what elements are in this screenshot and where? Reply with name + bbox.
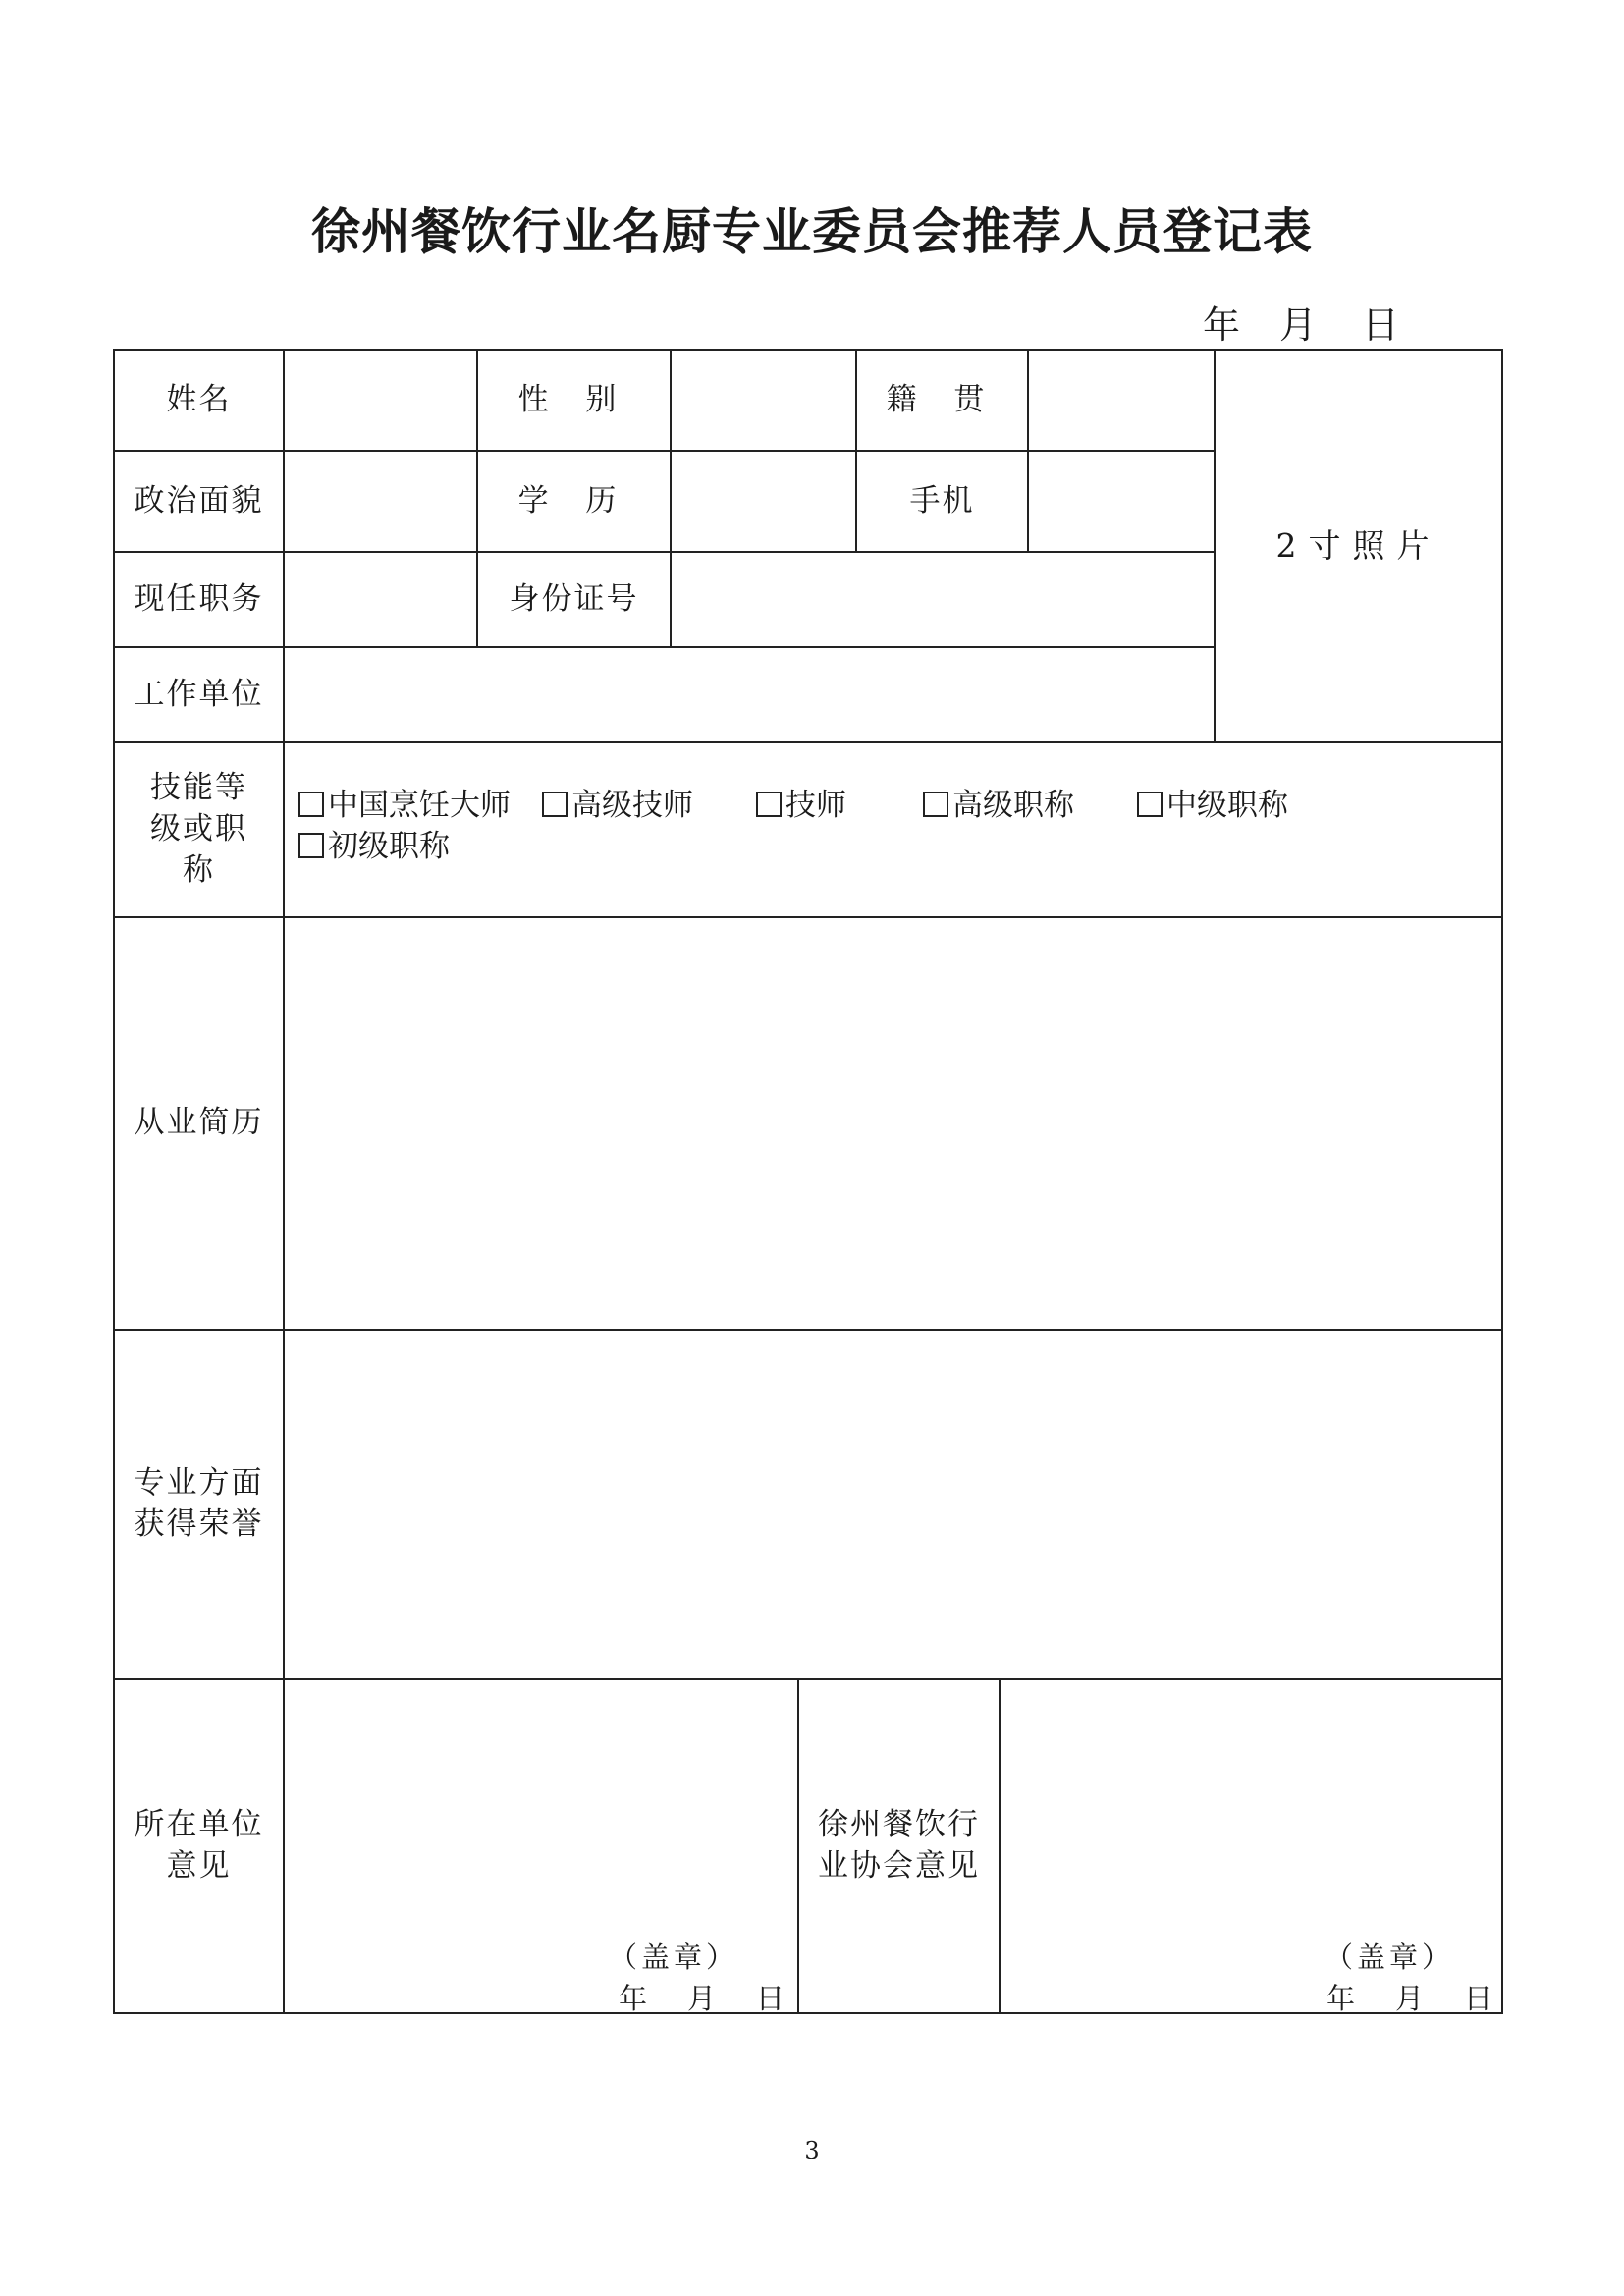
- option-senior-title[interactable]: [923, 785, 1137, 826]
- name-field[interactable]: [283, 349, 478, 452]
- current-position-label: 现任职务: [113, 551, 285, 648]
- resume-field[interactable]: [283, 916, 1503, 1331]
- option-label: 高级技师: [571, 788, 693, 823]
- association-seal-label: （盖章）: [1325, 1941, 1455, 1974]
- unit-date-year: 年: [619, 1982, 652, 2015]
- checkbox-icon[interactable]: [1137, 792, 1163, 817]
- option-label: 中国烹饪大师: [328, 788, 511, 823]
- association-opinion-label-text: 徐州餐饮行业协会意见: [818, 1807, 980, 1884]
- page-number: 3: [804, 2137, 820, 2164]
- id-number-field[interactable]: [670, 551, 1216, 648]
- option-label: 高级职称: [952, 788, 1074, 823]
- skill-level-label-text: 技能等级或职称: [150, 770, 247, 888]
- unit-date-day: 日: [756, 1982, 789, 2015]
- option-label: 技师: [785, 788, 846, 823]
- work-unit-field[interactable]: [283, 646, 1216, 743]
- unit-opinion-label: [113, 1678, 285, 2014]
- checkbox-icon[interactable]: [542, 792, 568, 817]
- phone-field[interactable]: [1027, 450, 1216, 553]
- option-label: 中级职称: [1166, 788, 1288, 823]
- political-status-field[interactable]: [283, 450, 478, 553]
- option-technician[interactable]: [756, 785, 923, 826]
- date-month-label: 月: [1279, 303, 1318, 347]
- date-year-label: 年: [1203, 303, 1241, 347]
- education-field[interactable]: [670, 450, 857, 553]
- gender-label: 性 别: [476, 349, 672, 452]
- checkbox-icon[interactable]: [298, 833, 324, 858]
- registration-form: [113, 349, 1503, 2014]
- form-title: 徐州餐饮行业名厨专业委员会推荐人员登记表: [311, 202, 1313, 260]
- option-junior-title[interactable]: [298, 826, 450, 867]
- date-day-label: 日: [1362, 303, 1400, 347]
- unit-date-month: 月: [687, 1982, 721, 2015]
- skill-level-label: [113, 741, 285, 918]
- checkbox-icon[interactable]: [756, 792, 782, 817]
- unit-opinion-field[interactable]: [283, 1678, 799, 2014]
- honors-label-text: 专业方面获得荣誉: [134, 1465, 264, 1542]
- option-intermediate-title[interactable]: [1137, 785, 1333, 826]
- honors-field[interactable]: [283, 1329, 1503, 1680]
- id-number-label: 身份证号: [476, 551, 672, 648]
- education-label: 学 历: [476, 450, 672, 553]
- name-label: 姓名: [113, 349, 285, 452]
- native-place-label: 籍 贯: [855, 349, 1029, 452]
- association-date-year: 年: [1326, 1982, 1360, 2015]
- checkbox-icon[interactable]: [923, 792, 948, 817]
- association-opinion-field[interactable]: [999, 1678, 1503, 2014]
- political-status-label: 政治面貌: [113, 450, 285, 553]
- native-place-field[interactable]: [1027, 349, 1216, 452]
- work-unit-label: 工作单位: [113, 646, 285, 743]
- unit-seal-label: （盖章）: [609, 1941, 739, 1974]
- association-opinion-label: [797, 1678, 1001, 2014]
- honors-label: [113, 1329, 285, 1680]
- checkbox-icon[interactable]: [298, 792, 324, 817]
- skill-level-options: [283, 741, 1503, 918]
- header-date: [1203, 295, 1419, 347]
- option-label: 初级职称: [328, 829, 450, 864]
- association-date-month: 月: [1395, 1982, 1429, 2015]
- photo-box[interactable]: 2寸照片: [1214, 349, 1503, 743]
- option-senior-technician[interactable]: [542, 785, 756, 826]
- unit-opinion-label-text: 所在单位意见: [134, 1807, 264, 1884]
- option-chinese-cooking-master[interactable]: [298, 785, 542, 826]
- resume-label: 从业简历: [113, 916, 285, 1331]
- gender-field[interactable]: [670, 349, 857, 452]
- phone-label: 手机: [855, 450, 1029, 553]
- current-position-field[interactable]: [283, 551, 478, 648]
- association-date-day: 日: [1464, 1982, 1497, 2015]
